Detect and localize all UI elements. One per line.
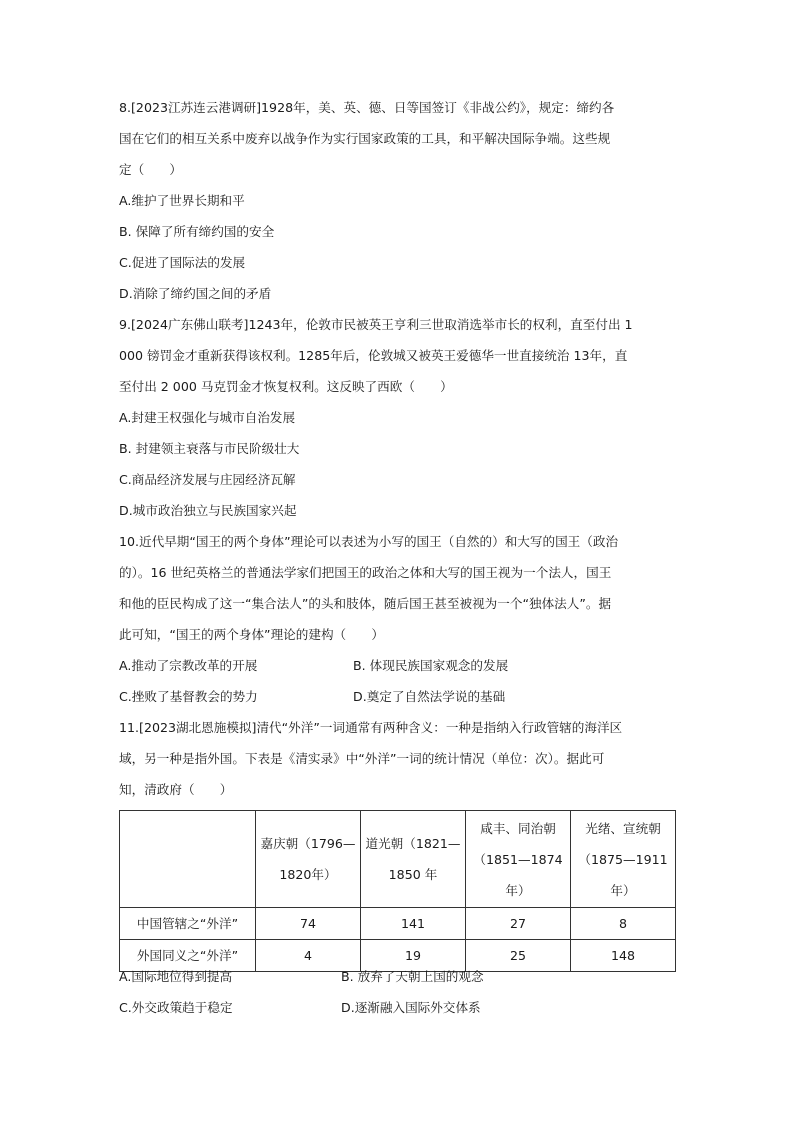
q10-stem-line-1: 10.近代早期“国王的两个身体”理论可以表述为小写的国王（自然的）和大写的国王（政治 xyxy=(119,534,619,549)
table-header-jiaqing: 嘉庆朝（1796— 1820年） xyxy=(256,811,361,908)
q9-stem-line-3: 至付出 2 000 马克罚金才恢复权利。这反映了西欧（ ） xyxy=(119,379,453,394)
q8-option-a: A.维护了世界长期和平 xyxy=(119,193,245,208)
table-cell: 25 xyxy=(466,940,571,972)
q8-stem-line-3: 定（ ） xyxy=(119,162,182,177)
q10-stem-line-3: 和他的臣民构成了这一“集合法人”的头和肢体，随后国王甚至被视为一个“独体法人”。据 xyxy=(119,596,612,611)
table-cell: 4 xyxy=(256,940,361,972)
q11-option-c: C.外交政策趋于稳定 xyxy=(119,1000,233,1015)
table-row xyxy=(120,940,676,972)
table-row-label: 中国管辖之“外洋” xyxy=(120,908,256,940)
q11-option-a: A.国际地位得到提高 xyxy=(119,969,233,984)
q9-option-d: D.城市政治独立与民族国家兴起 xyxy=(119,503,297,518)
q10-option-a: A.推动了宗教改革的开展 xyxy=(119,658,258,673)
table-cell: 27 xyxy=(466,908,571,940)
q9-stem-line-1: 9.[2024广东佛山联考]1243年，伦敦市民被英王亨利三世取消选举市长的权利，直至付出 1 xyxy=(119,317,633,332)
q8-option-c: C.促进了国际法的发展 xyxy=(119,255,246,270)
table-cell: 19 xyxy=(361,940,466,972)
q11-option-b: B. 放弃了天朝上国的观念 xyxy=(341,969,484,984)
table-header-blank xyxy=(120,811,256,908)
table-header-xianfeng-tongzhi: 咸丰、同治朝 （1851—1874 年） xyxy=(466,811,571,908)
table-row-label: 外国同义之“外洋” xyxy=(120,940,256,972)
table-row xyxy=(120,908,676,940)
table-header-guangxu-xuantong: 光绪、宣统朝 （1875—1911 年） xyxy=(571,811,676,908)
table-header-daoguang: 道光朝（1821— 1850 年 xyxy=(361,811,466,908)
q8-option-b: B. 保障了所有缔约国的安全 xyxy=(119,224,275,239)
q10-option-d: D.奠定了自然法学说的基础 xyxy=(353,689,506,704)
q11-option-d: D.逐渐融入国际外交体系 xyxy=(341,1000,481,1015)
q11-stem-line-3: 知，清政府（ ） xyxy=(119,782,233,797)
q8-stem-line-1: 8.[2023江苏连云港调研]1928年，美、英、德、日等国签订《非战公约》，规定：缔约各 xyxy=(119,100,615,115)
q10-option-c: C.挫败了基督教会的势力 xyxy=(119,689,258,704)
q11-stem-line-1: 11.[2023湖北恩施模拟]清代“外洋”一词通常有两种含义：一种是指纳入行政管辖的海洋区 xyxy=(119,720,623,735)
q9-option-c: C.商品经济发展与庄园经济瓦解 xyxy=(119,472,296,487)
q8-stem-line-2: 国在它们的相互关系中废弃以战争作为实行国家政策的工具，和平解决国际争端。这些规 xyxy=(119,131,611,146)
q10-stem-line-4: 此可知，“国王的两个身体”理论的建构（ ） xyxy=(119,627,384,642)
table-cell: 148 xyxy=(571,940,676,972)
table-cell: 74 xyxy=(256,908,361,940)
table-cell: 8 xyxy=(571,908,676,940)
table-header-row xyxy=(120,811,676,908)
q11-stem-line-2: 域，另一种是指外国。下表是《清实录》中“外洋”一词的统计情况（单位：次）。据此可 xyxy=(119,751,605,766)
q9-option-b: B. 封建领主衰落与市民阶级壮大 xyxy=(119,441,300,456)
q9-option-a: A.封建王权强化与城市自治发展 xyxy=(119,410,296,425)
q9-stem-line-2: 000 镑罚金才重新获得该权利。1285年后，伦敦城又被英王爱德华一世直接统治 13年，直 xyxy=(119,348,628,363)
table-cell: 141 xyxy=(361,908,466,940)
q10-option-b: B. 体现民族国家观念的发展 xyxy=(353,658,509,673)
q11-statistics-table xyxy=(119,810,676,972)
q8-option-d: D.消除了缔约国之间的矛盾 xyxy=(119,286,272,301)
q10-stem-line-2: 的）。16 世纪英格兰的普通法学家们把国王的政治之体和大写的国王视为一个法人，国王 xyxy=(119,565,612,580)
